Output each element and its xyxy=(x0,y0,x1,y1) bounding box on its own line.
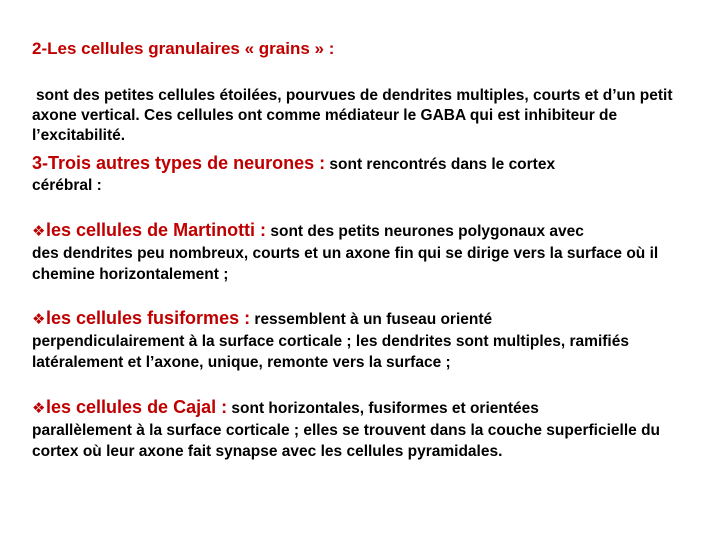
diamond-bullet-icon: ❖ xyxy=(32,311,46,328)
list-item-lead: les cellules de Cajal : xyxy=(46,397,228,417)
paragraph-granular-cells xyxy=(32,86,700,146)
list-item-fusiform xyxy=(32,306,700,373)
section-three-types xyxy=(32,151,700,196)
list-item-cajal xyxy=(32,395,700,462)
section-three-title: 3-Trois autres types de neurones : xyxy=(32,153,326,173)
list-item-first-line xyxy=(32,218,700,244)
diamond-bullet-icon: ❖ xyxy=(32,223,46,240)
list-item-lead: les cellules fusiformes : xyxy=(46,308,251,328)
list-item-first-text: ressemblent à un fuseau orienté xyxy=(254,311,493,328)
diamond-bullet-icon: ❖ xyxy=(32,400,46,417)
list-item-rest-text: perpendiculairement à la surface corticale ; les dendrites sont multiples, ramifiés latéralement et l’axone, unique, remonte vers la surface ; xyxy=(32,333,629,371)
section-three-continuation: cérébral : xyxy=(32,177,102,194)
paragraph-granular-text: sont des petites cellules étoilées, pourvues de dendrites multiples, courts et d’un petit axone vertical. Ces cellules ont comme médiateur le GABA qui est inhibiteur de l’excitabilité. xyxy=(32,87,673,144)
list-item-rest-text: parallèlement à la surface corticale ; elles se trouvent dans la couche superficielle du cortex où leur axone fait synapse avec les cellules pyramidales. xyxy=(32,422,660,460)
list-item-first-line xyxy=(32,306,700,332)
list-item-first-text: sont des petits neurones polygonaux avec xyxy=(270,223,584,240)
list-item-first-line xyxy=(32,395,700,421)
list-item-first-text: sont horizontales, fusiformes et orientées xyxy=(231,400,539,417)
section-heading-granular-cells: 2-Les cellules granulaires « grains » : xyxy=(32,39,335,58)
list-item-rest-text: des dendrites peu nombreux, courts et un axone fin qui se dirige vers la surface où il chemine horizontalement ; xyxy=(32,245,659,283)
section-three-text: sont rencontrés dans le cortex xyxy=(329,156,556,173)
list-item-martinotti xyxy=(32,218,700,285)
list-item-lead: les cellules de Martinotti : xyxy=(46,220,267,240)
